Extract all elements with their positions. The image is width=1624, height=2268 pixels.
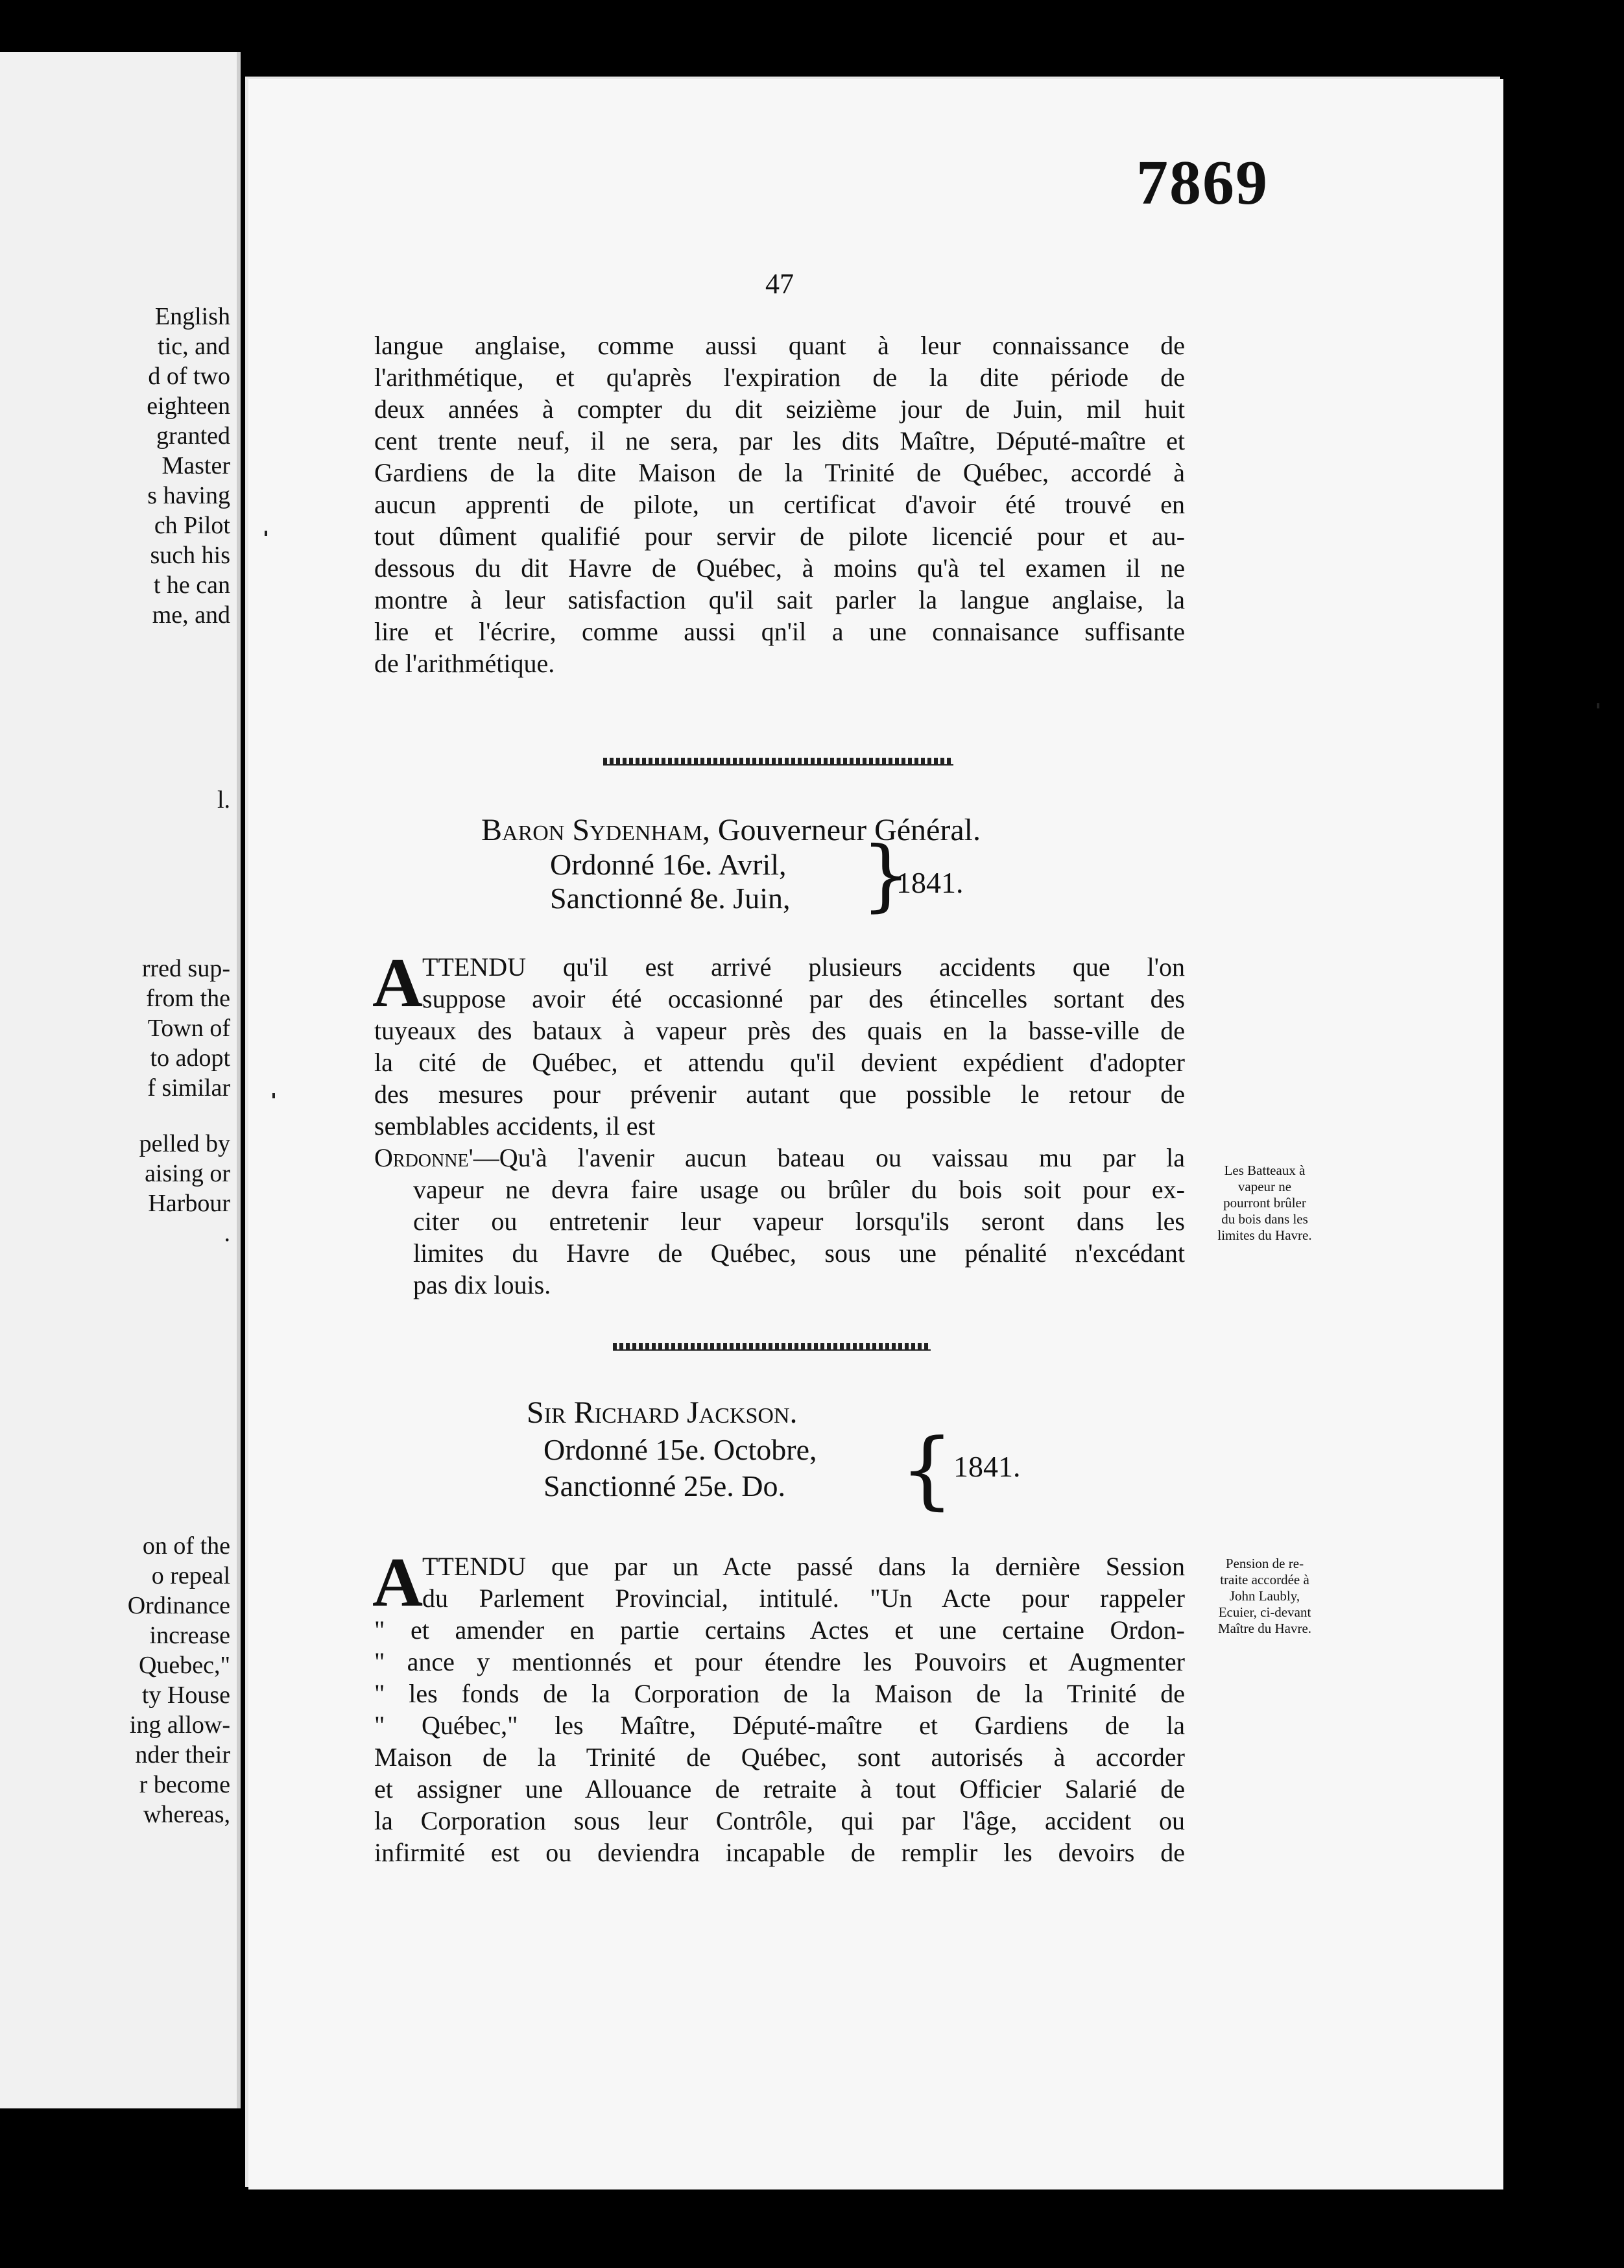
ordinance-1-sanctioned-date: Sanctionné 8e. Juin,: [550, 882, 791, 915]
preamble-line: tuyeaux des bataux à vapeur près des quais en la basse-ville de: [374, 1016, 1185, 1045]
facing-page-line: me, and: [152, 601, 230, 629]
governor-name: Baron Sydenham,: [481, 813, 710, 847]
facing-page-line: whereas,: [143, 1801, 230, 1828]
intro-line: deux années à compter du dit seizième jour de Juin, mil huit: [374, 394, 1185, 424]
preamble-line: " ance y mentionnés et pour étendre les Pouvoirs et Augmenter: [374, 1647, 1185, 1676]
intro-line: lire et l'écrire, comme aussi qn'il a une connaisance suffisante: [374, 617, 1185, 646]
facing-page-line: o repeal: [151, 1562, 230, 1589]
facing-page-line: eighteen: [147, 392, 230, 420]
facing-page-line: on of the: [142, 1532, 230, 1560]
enactment-text: —Qu'à l'avenir aucun bateau ou vaissau mu par la: [473, 1143, 1185, 1172]
catalog-number: 7869: [1136, 148, 1269, 218]
ordinance-2-margin-note: [1187, 1556, 1343, 1637]
facing-page-line: t he can: [153, 572, 230, 599]
preamble-line: suppose avoir été occasionné par des étincelles sortant des: [422, 984, 1185, 1013]
facing-page-text-block-1: [0, 302, 230, 630]
enactment-line: citer ou entretenir leur vapeur lorsqu'ils seront dans les: [413, 1207, 1185, 1236]
ordinance-2-sanctioned-date: Sanctionné 25e. Do.: [543, 1469, 786, 1502]
ordinance-1-year: 1841.: [896, 866, 964, 899]
margin-note-line: vapeur ne: [1237, 1179, 1292, 1194]
brace-icon: }: [861, 830, 911, 921]
margin-note-line: Pension de re-: [1225, 1556, 1304, 1571]
facing-page-line: f similar: [147, 1074, 230, 1102]
ordinance-1-dropcap: A: [372, 945, 423, 1022]
ordonne-label: Ordonne': [374, 1143, 473, 1172]
preamble-line: Maison de la Trinité de Québec, sont autorisés à accorder: [374, 1743, 1185, 1772]
enactment-line: vapeur ne devra faire usage ou brûler du bois soit pour ex-: [413, 1175, 1185, 1204]
ordinance-2-heading: Sir Richard Jackson.: [527, 1395, 798, 1430]
facing-page-line: r become: [139, 1771, 230, 1798]
preamble-line: " Québec," les Maître, Député-maître et Gardiens de la: [374, 1711, 1185, 1740]
preamble-line: et assigner une Allouance de retraite à tout Officier Salarié de: [374, 1774, 1185, 1804]
facing-page-line: s having: [147, 482, 230, 509]
facing-page-line: ing allow-: [129, 1711, 230, 1739]
facing-page-line: such his: [150, 542, 230, 569]
facing-page-text-block-4: [0, 1531, 230, 1829]
preamble-line: " et amender en partie certains Actes et une certaine Ordon-: [374, 1615, 1185, 1645]
facing-page-line: ty House: [141, 1682, 230, 1709]
scan-speck: [1597, 703, 1599, 708]
enactment-line: limites du Havre de Québec, sous une pénalité n'excédant: [413, 1238, 1185, 1268]
ordinance-1-margin-note: [1187, 1163, 1343, 1244]
intro-line: Gardiens de la dite Maison de la Trinité de Québec, accordé à: [374, 458, 1185, 487]
enactment-line: [374, 1142, 1185, 1174]
ordinance-2-year: 1841.: [953, 1450, 1021, 1483]
intro-line: de l'arithmétique.: [374, 649, 555, 678]
margin-note-line: pourront brûler: [1223, 1195, 1306, 1211]
facing-page-fragment: l.: [217, 786, 230, 814]
facing-page-line: from the: [146, 985, 230, 1012]
preamble-line: infirmité est ou deviendra incapable de remplir les devoirs de: [374, 1838, 1185, 1867]
page-number: 47: [765, 268, 794, 300]
margin-note-line: limites du Havre.: [1217, 1227, 1312, 1243]
preamble-line: semblables accidents, il est: [374, 1111, 656, 1140]
facing-page-line: increase: [149, 1622, 230, 1649]
facing-page: [0, 52, 241, 2108]
scan-speck: [272, 1093, 275, 1098]
intro-line: tout dûment qualifié pour servir de pilote licencié pour et au-: [374, 522, 1185, 551]
facing-page-line: aising or: [145, 1160, 230, 1187]
section-divider-2: [613, 1343, 931, 1351]
facing-page-line: tic, and: [158, 333, 230, 360]
facing-page-line: Ordinance: [127, 1592, 230, 1619]
section-divider-1: [603, 758, 953, 766]
margin-note-line: traite accordée à: [1220, 1572, 1309, 1587]
preamble-line: la Corporation sous leur Contrôle, qui par l'âge, accident ou: [374, 1806, 1185, 1835]
intro-line: dessous du dit Havre de Québec, à moins qu'à tel examen il ne: [374, 553, 1185, 583]
facing-page-text-block-2: [0, 954, 230, 1103]
preamble-line: des mesures pour prévenir autant que possible le retour de: [374, 1080, 1185, 1109]
facing-page-line: pelled by: [139, 1130, 230, 1157]
preamble-line: TTENDU que par un Acte passé dans la dernière Session: [422, 1552, 1185, 1581]
ordinance-1-enactment: [374, 1142, 1185, 1301]
preamble-line: du Parlement Provincial, intitulé. "Un Acte pour rappeler: [422, 1584, 1185, 1613]
facing-page-line: d of two: [148, 363, 230, 390]
facing-page-line: ch Pilot: [154, 512, 230, 539]
intro-paragraph: [374, 330, 1185, 679]
facing-page-line: rred sup-: [141, 955, 230, 982]
governor-title: Gouverneur Général.: [717, 813, 981, 847]
intro-line: cent trente neuf, il ne sera, par les dits Maître, Député-maître et: [374, 426, 1185, 455]
preamble-line: la cité de Québec, et attendu qu'il devient expédient d'adopter: [374, 1048, 1185, 1077]
intro-line: aucun apprenti de pilote, un certificat d'avoir été trouvé en: [374, 490, 1185, 519]
facing-page-line: nder their: [135, 1741, 230, 1768]
preamble-line: TTENDU qu'il est arrivé plusieurs accidents que l'on: [422, 952, 1185, 982]
preamble-line: " les fonds de la Corporation de la Maison de la Trinité de: [374, 1679, 1185, 1708]
intro-line: l'arithmétique, et qu'après l'expiration de la dite période de: [374, 363, 1185, 392]
enactment-line: pas dix louis.: [413, 1270, 551, 1299]
facing-page-text-block-3: [0, 1129, 230, 1248]
facing-page-line: Master: [161, 452, 230, 479]
margin-note-line: John Laubly,: [1229, 1588, 1300, 1604]
facing-page-line: English: [154, 303, 230, 330]
ordinance-1-preamble: [372, 945, 1185, 1142]
facing-page-line: .: [224, 1220, 230, 1247]
facing-page-line: Town of: [147, 1015, 230, 1042]
facing-page-line: Harbour: [148, 1190, 230, 1217]
facing-page-line: granted: [156, 422, 230, 450]
ordinance-1-ordained-date: Ordonné 16e. Avril,: [550, 848, 787, 881]
margin-note-line: Ecuier, ci-devant: [1218, 1604, 1311, 1620]
ordinance-2-ordained-date: Ordonné 15e. Octobre,: [543, 1433, 817, 1466]
margin-note-line: Les Batteaux à: [1224, 1163, 1306, 1178]
margin-note-line: du bois dans les: [1221, 1211, 1308, 1227]
brace-icon: {: [900, 1420, 954, 1519]
ordinance-2-preamble: [372, 1544, 1185, 1868]
ordinance-2-dropcap: A: [372, 1544, 423, 1621]
intro-line: langue anglaise, comme aussi quant à leur connaissance de: [374, 331, 1185, 360]
intro-line: montre à leur satisfaction qu'il sait parler la langue anglaise, la: [374, 585, 1185, 614]
facing-page-line: to adopt: [150, 1044, 230, 1072]
margin-note-line: Maître du Havre.: [1217, 1621, 1312, 1636]
facing-page-line: Quebec,": [138, 1652, 230, 1679]
scan-speck: [265, 531, 267, 536]
